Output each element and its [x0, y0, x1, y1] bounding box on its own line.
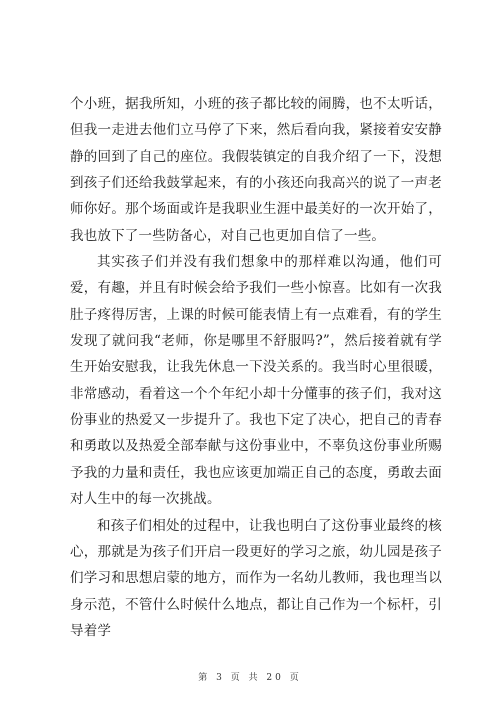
paragraph-2: 其实孩子们并没有我们想象中的那样难以沟通，他们可爱，有趣，并且有时候会给予我们一些小惊喜。比如有一次我肚子疼得厉害，上课的时候可能表情上有一点难看，有的学生发现了就问我“老师，你是哪里不舒服吗?”，然后接着就有学生开始安慰我，让我先休息一下没关系的。我当时心里很暖，非常感动，看着这一个个年纪小却十分懂事的孩子们，我对这份事业的热爱又一步提升了。我也下定了决心，把自己的青春和勇敢以及热爱全部奉献与这份事业中，不辜负这份事业所赐予我的力量和责任，我也应该更加端正自己的态度，勇敢去面对人生中的每一次挑战。	[70, 254, 442, 508]
paragraph-1: 个小班，据我所知，小班的孩子都比较的闹腾，也不太听话，但我一走进去他们立马停了下来，然后看向我，紧接着安安静静的回到了自己的座位。我假装镇定的自我介绍了一下，没想到孩子们还给我鼓掌起来，有的小孩还向我高兴的说了一声老师你好。那个场面或许是我职业生涯中最美好的一次开始了，我也放下了一些防备心，对自己也更加自信了一些。	[70, 96, 442, 244]
paragraph-3: 和孩子们相处的过程中，让我也明白了这份事业最终的核心，那就是为孩子们开启一段更好的学习之旅，幼儿园是孩子们学习和思想启蒙的地方，而作为一名幼儿教师，我也理当以身示范，不管什么时候什么地点，都让自己作为一个标杆，引导着学	[70, 517, 442, 639]
page-number-footer: 第 3 页 共 20 页	[198, 673, 302, 683]
body-text	[70, 91, 442, 644]
